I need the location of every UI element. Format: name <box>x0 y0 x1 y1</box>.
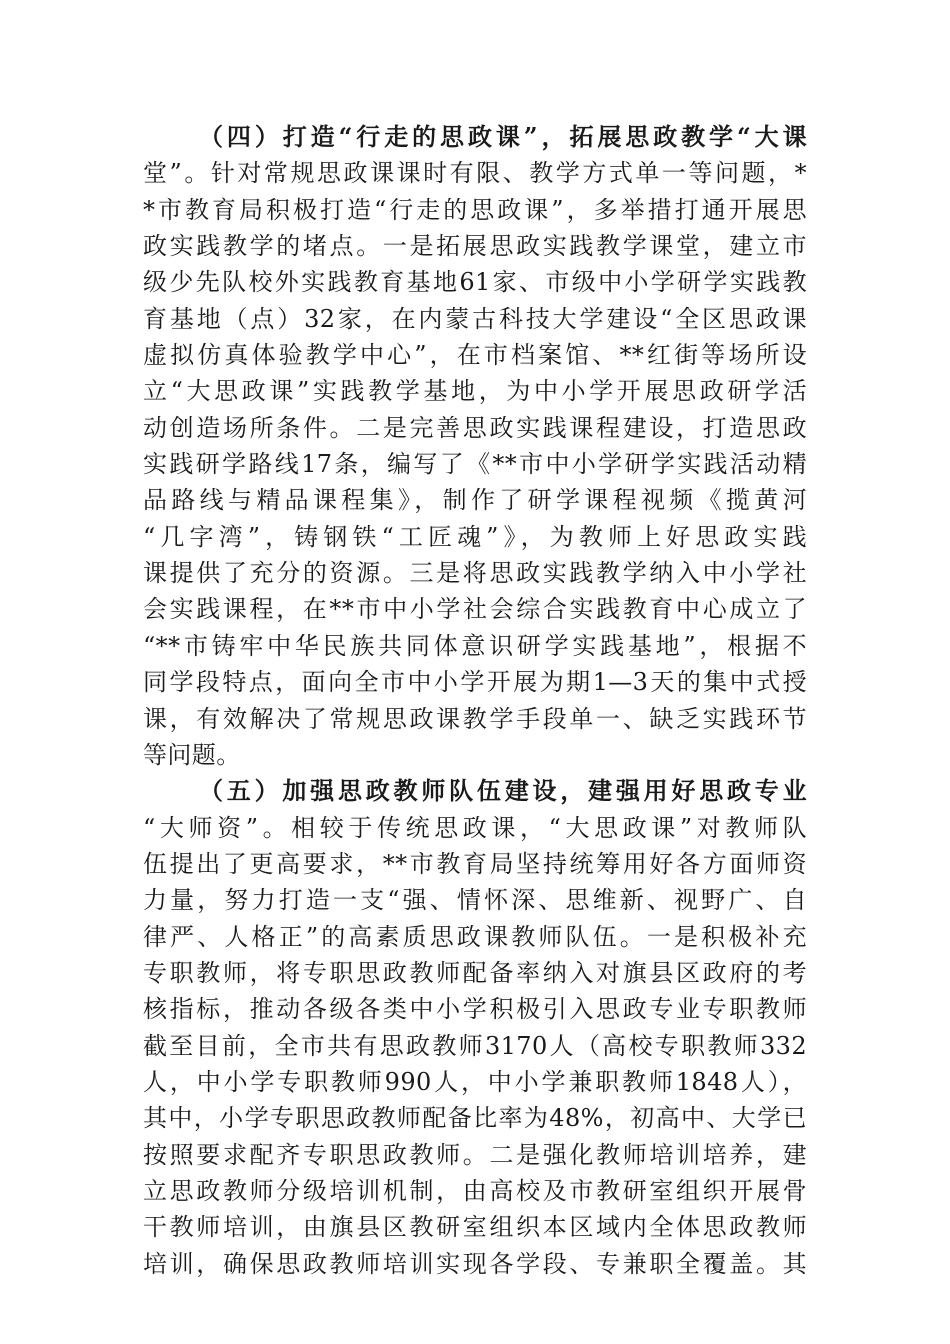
text-line: 政实践教学的堵点。一是拓展思政实践教学课堂，建立市 <box>143 232 807 261</box>
text-line: 按照要求配齐专职思政教师。二是强化教师培训培养，建 <box>143 1140 807 1169</box>
paragraph-heading-line: （四）打造“行走的思政课”，拓展思政教学“大课 <box>199 122 807 151</box>
text-line: 品路线与精品课程集》，制作了研学课程视频《揽黄河 <box>143 486 807 515</box>
text-line: 课提供了充分的资源。三是将思政实践教学纳入中小学社 <box>143 559 807 588</box>
text-line: 力量，努力打造一支“强、情怀深、思维新、视野广、自 <box>143 886 807 915</box>
document-body <box>143 119 807 1282</box>
text-line: 实践研学路线17条，编写了《**市中小学研学实践活动精 <box>143 450 807 479</box>
text-line: 堂”。针对常规思政课课时有限、教学方式单一等问题，* <box>143 159 807 188</box>
text-line: 立“大思政课”实践教学基地，为中小学开展思政研学活 <box>143 377 807 406</box>
text-line: 课，有效解决了常规思政课教学手段单一、缺乏实践环节 <box>143 704 807 733</box>
text-line: 育基地（点）32家，在内蒙古科技大学建设“全区思政课 <box>143 304 807 333</box>
paragraph-heading-line: （五）加强思政教师队伍建设，建强用好思政专业 <box>199 776 807 806</box>
text-line: 虚拟仿真体验教学中心”，在市档案馆、**红街等场所设 <box>143 341 807 370</box>
text-line: 核指标，推动各级各类中小学积极引入思政专业专职教师 <box>143 995 807 1024</box>
text-line: 伍提出了更高要求，**市教育局坚持统筹用好各方面师资 <box>143 849 807 878</box>
text-line: 律严、人格正”的高素质思政课教师队伍。一是积极补充 <box>143 922 807 951</box>
text-line: 培训，确保思政教师培训实现各学段、专兼职全覆盖。其 <box>143 1249 807 1278</box>
text-line: 动创造场所条件。二是完善思政实践课程建设，打造思政 <box>143 413 807 442</box>
text-line: “几字湾”，铸钢铁“工匠魂”》，为教师上好思政实践 <box>143 522 807 551</box>
text-line: 同学段特点，面向全市中小学开展为期1—3天的集中式授 <box>143 668 807 697</box>
text-line: 级少先队校外实践教育基地61家、市级中小学研学实践教 <box>143 268 807 297</box>
text-line: 人，中小学专职教师990人，中小学兼职教师1848人）， <box>143 1067 807 1096</box>
text-line: *市教育局积极打造“行走的思政课”，多举措打通开展思 <box>143 195 807 224</box>
text-line: 专职教师，将专职思政教师配备率纳入对旗县区政府的考 <box>143 958 807 987</box>
text-line: 干教师培训，由旗县区教研室组织本区域内全体思政教师 <box>143 1213 807 1242</box>
text-line: “大师资”。相较于传统思政课，“大思政课”对教师队 <box>143 813 807 842</box>
text-line: 截至目前，全市共有思政教师3170人（高校专职教师332 <box>143 1031 807 1060</box>
text-line: 立思政教师分级培训机制，由高校及市教研室组织开展骨 <box>143 1176 807 1205</box>
text-line: 其中，小学专职思政教师配备比率为48%，初高中、大学已 <box>143 1104 807 1133</box>
text-line: 等问题。 <box>143 740 241 769</box>
text-line: 会实践课程，在**市中小学社会综合实践教育中心成立了 <box>143 595 807 624</box>
text-line: “**市铸牢中华民族共同体意识研学实践基地”，根据不 <box>143 631 807 660</box>
